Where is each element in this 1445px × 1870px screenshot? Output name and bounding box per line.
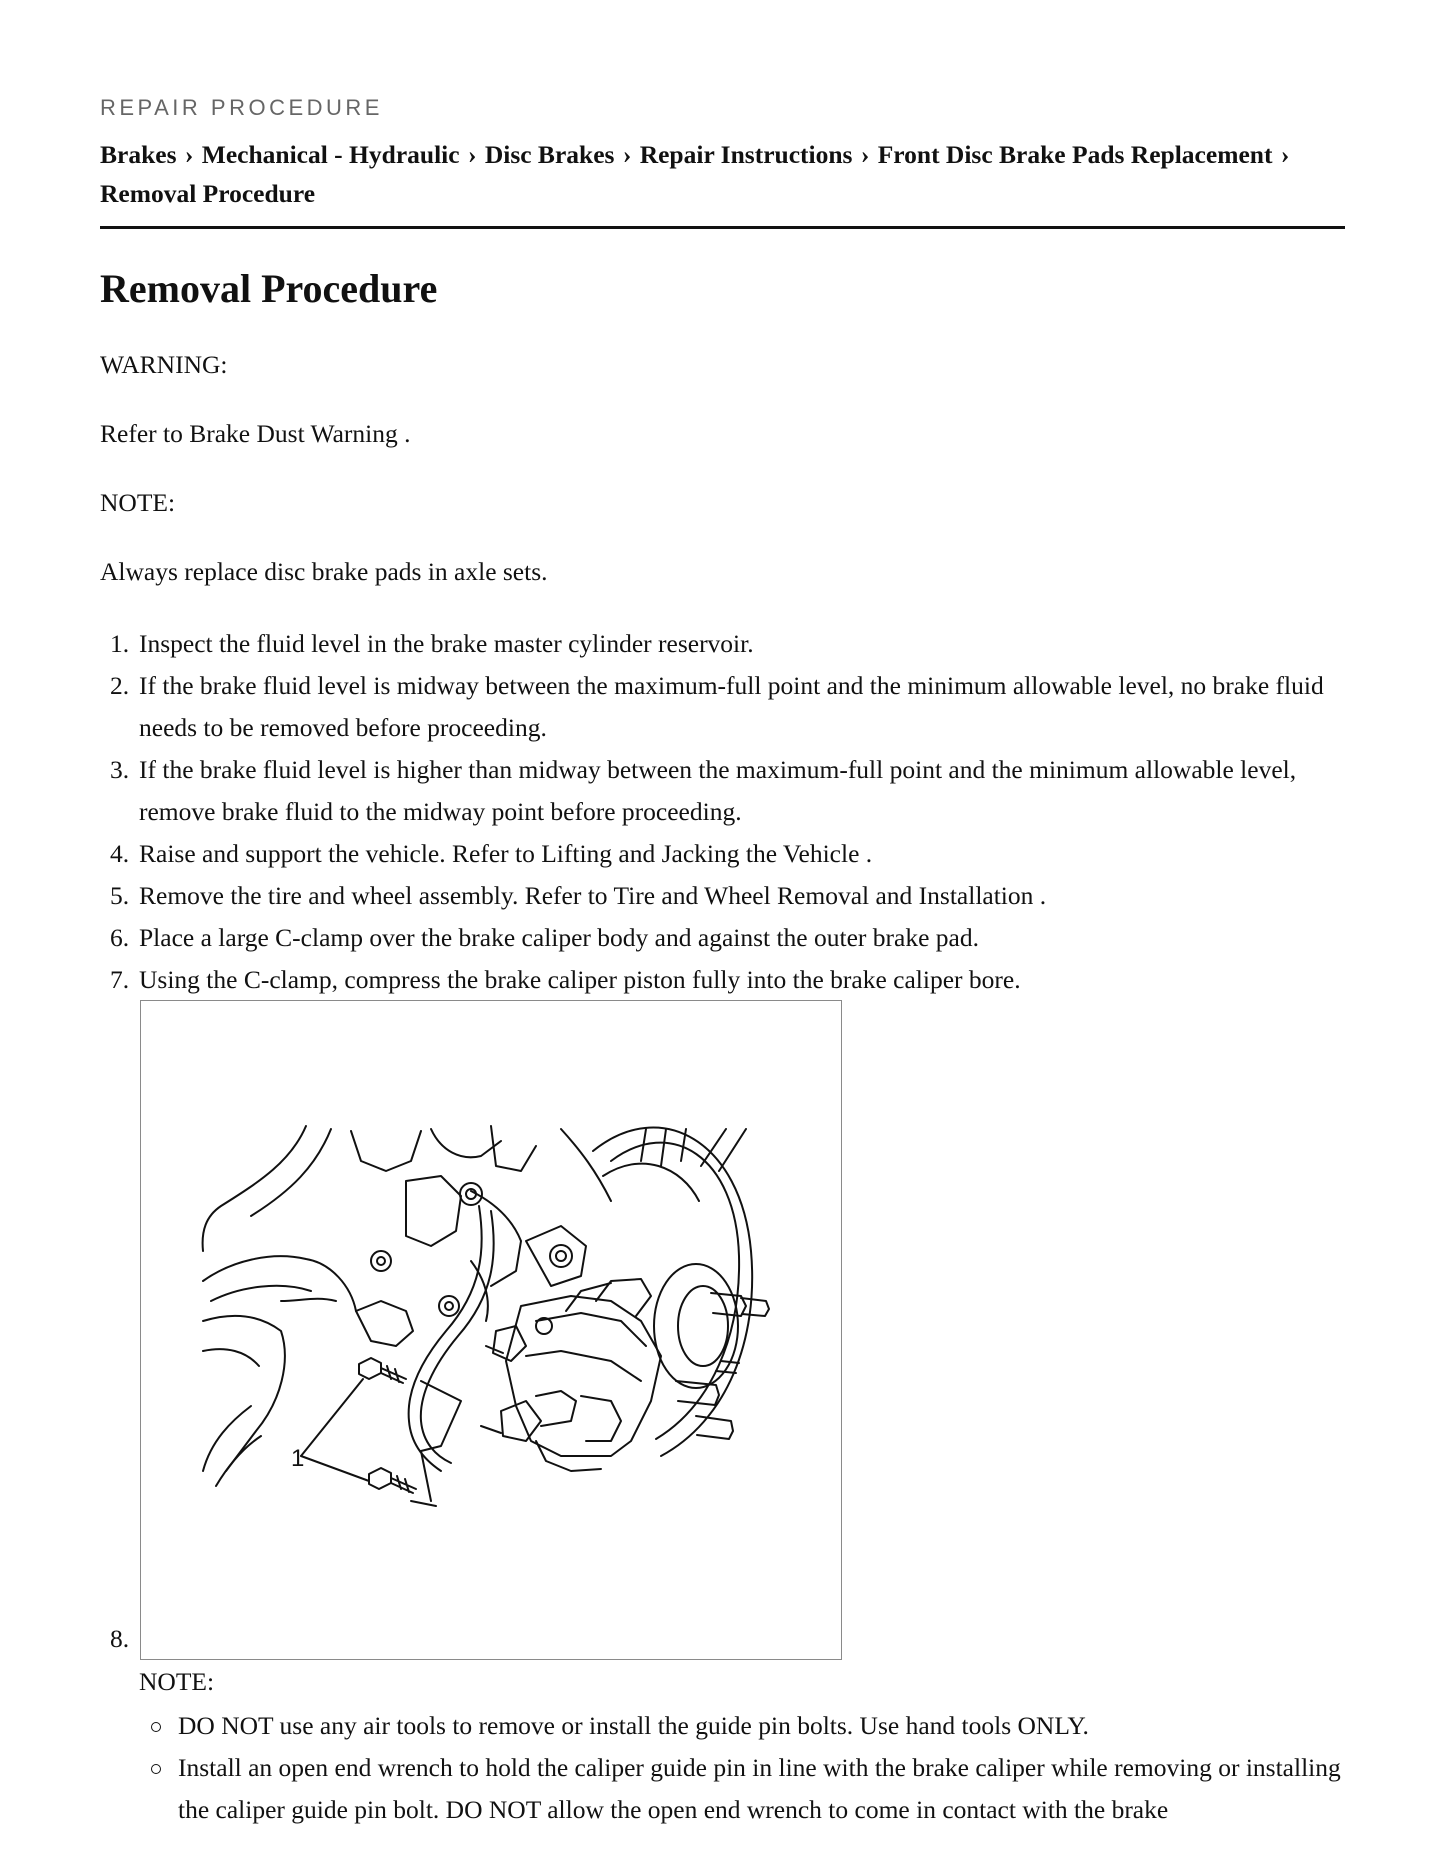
warning-text: Refer to Brake Dust Warning . (100, 419, 411, 448)
step-text: Remove the tire and wheel assembly. Refer to Tire and Wheel Removal and Installation . (139, 881, 1047, 910)
list-item (100, 875, 1350, 917)
breadcrumb-separator: › (184, 140, 194, 169)
list-item (139, 1747, 1349, 1831)
step8-note-label: NOTE: (139, 1667, 215, 1696)
step-text: Using the C-clamp, compress the brake caliper piston fully into the brake caliper bore. (139, 965, 1021, 994)
breadcrumb-item[interactable]: Repair Instructions (639, 140, 853, 169)
step-number: 2. (110, 671, 130, 700)
step-text: Inspect the fluid level in the brake master cylinder reservoir. (139, 629, 754, 658)
step-text: If the brake fluid level is midway between the maximum-full point and the minimum allowable level, no brake fluid needs to be removed before proceeding. (139, 671, 1324, 742)
step-number: 5. (110, 881, 130, 910)
note-text: Always replace disc brake pads in axle sets. (100, 557, 548, 586)
breadcrumb-item[interactable]: Brakes (100, 140, 177, 169)
note-label: NOTE: (100, 488, 176, 517)
step-number: 1. (110, 629, 130, 658)
breadcrumb-item[interactable]: Mechanical - Hydraulic (201, 140, 460, 169)
step-number: 4. (110, 839, 130, 868)
list-item (100, 623, 1350, 665)
step-text: If the brake fluid level is higher than midway between the maximum-full point and the minimum allowable level, remove brake fluid to the midway point before proceeding. (139, 755, 1297, 826)
breadcrumb-item-current: Removal Procedure (100, 179, 316, 208)
breadcrumb-separator: › (467, 140, 477, 169)
list-item (100, 749, 1350, 833)
header-divider (100, 226, 1345, 229)
bullet-text: DO NOT use any air tools to remove or install the guide pin bolts. Use hand tools ONLY. (178, 1711, 1089, 1740)
list-item (100, 917, 1350, 959)
bullet-text: Install an open end wrench to hold the caliper guide pin in line with the brake caliper while removing or installing the caliper guide pin bolt. DO NOT allow the open end wrench to come in contact with the brake (178, 1753, 1341, 1824)
list-item (139, 1705, 1349, 1747)
page-title: Removal Procedure (100, 266, 438, 311)
list-item (100, 833, 1350, 875)
breadcrumb-separator: › (622, 140, 632, 169)
list-item (100, 959, 1350, 1001)
brake-caliper-illustration-icon (141, 1001, 843, 1661)
list-item (100, 665, 1350, 749)
breadcrumb-item[interactable]: Front Disc Brake Pads Replacement (877, 140, 1273, 169)
step-text: Place a large C-clamp over the brake caliper body and against the outer brake pad. (139, 923, 979, 952)
warning-label: WARNING: (100, 350, 228, 379)
breadcrumb-separator: › (1280, 140, 1290, 169)
step-number: 3. (110, 755, 130, 784)
bullet-circle-icon (151, 1764, 161, 1774)
procedure-steps (100, 623, 1350, 1001)
figure-callout-1: 1 (291, 1445, 305, 1472)
section-kicker: REPAIR PROCEDURE (100, 95, 383, 120)
brake-caliper-figure (140, 1000, 842, 1660)
step8-note-list (139, 1705, 1349, 1831)
step-number: 7. (110, 965, 130, 994)
step-number: 8. (110, 1624, 130, 1653)
step-text: Raise and support the vehicle. Refer to Lifting and Jacking the Vehicle . (139, 839, 873, 868)
breadcrumb (100, 135, 1345, 213)
step-number: 6. (110, 923, 130, 952)
breadcrumb-separator: › (860, 140, 870, 169)
breadcrumb-item[interactable]: Disc Brakes (484, 140, 615, 169)
bullet-circle-icon (151, 1722, 161, 1732)
